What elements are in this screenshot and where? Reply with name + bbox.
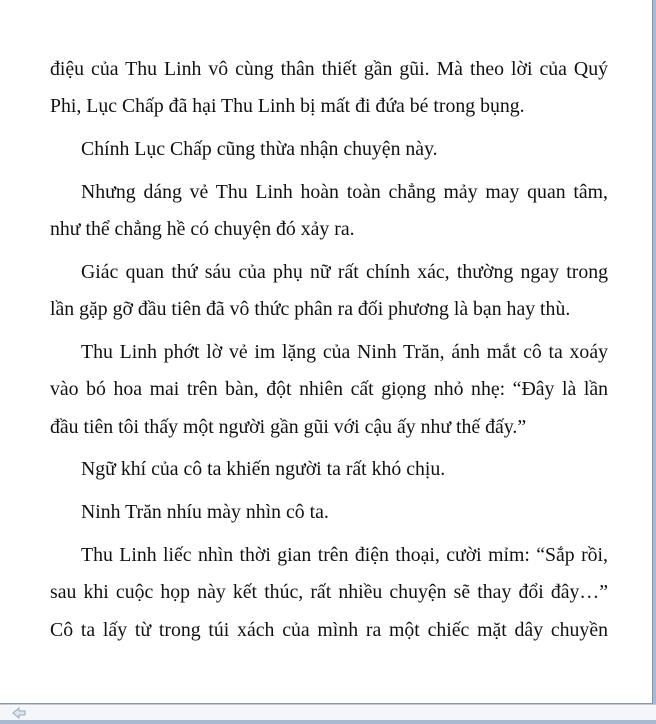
text-line: Phi, Lục Chấp đã hại Thu Linh bị mất đi đứa bé trong bụng. xyxy=(50,95,525,118)
status-bar xyxy=(0,704,656,720)
document-body xyxy=(50,51,608,649)
text-line: Cô ta lấy từ trong túi xách của mình ra một chiếc mặt dây chuyền xyxy=(50,618,608,641)
text-line: Nhưng dáng vẻ Thu Linh hoàn toàn chẳng mảy may quan tâm, xyxy=(81,180,608,203)
text-line: vào bó hoa mai trên bàn, đột nhiên cất giọng nhỏ nhẹ: “Đây là lần xyxy=(50,378,608,401)
text-line: Thu Linh liếc nhìn thời gian trên điện thoại, cười mỉm: “Sắp rồi, xyxy=(81,544,608,567)
text-line: Chính Lục Chấp cũng thừa nhận chuyện này. xyxy=(81,138,438,161)
text-line: Thu Linh phớt lờ vẻ im lặng của Ninh Trăn, ánh mắt cô ta xoáy xyxy=(81,341,608,364)
text-line: điệu của Thu Linh vô cùng thân thiết gần gũi. Mà theo lời của Quý xyxy=(50,58,608,80)
text-line: sau khi cuộc họp này kết thúc, rất nhiều chuyện sẽ thay đổi đây…” xyxy=(50,581,608,604)
text-line: lần gặp gỡ đầu tiên đã vô thức phân ra đối phương là bạn hay thù. xyxy=(50,298,571,321)
text-line: Ngữ khí của cô ta khiến người ta rất khó chịu. xyxy=(81,458,446,481)
text-line: đầu tiên tôi thấy một người gần gũi với cậu ấy như thế đấy.” xyxy=(50,415,527,438)
page-nav-arrow-icon[interactable] xyxy=(12,706,26,718)
text-line: Giác quan thứ sáu của phụ nữ rất chính xác, thường ngay trong xyxy=(81,260,608,283)
text-line: như thể chẳng hề có chuyện đó xảy ra. xyxy=(50,218,355,241)
text-line: Ninh Trăn nhíu mày nhìn cô ta. xyxy=(81,501,329,524)
